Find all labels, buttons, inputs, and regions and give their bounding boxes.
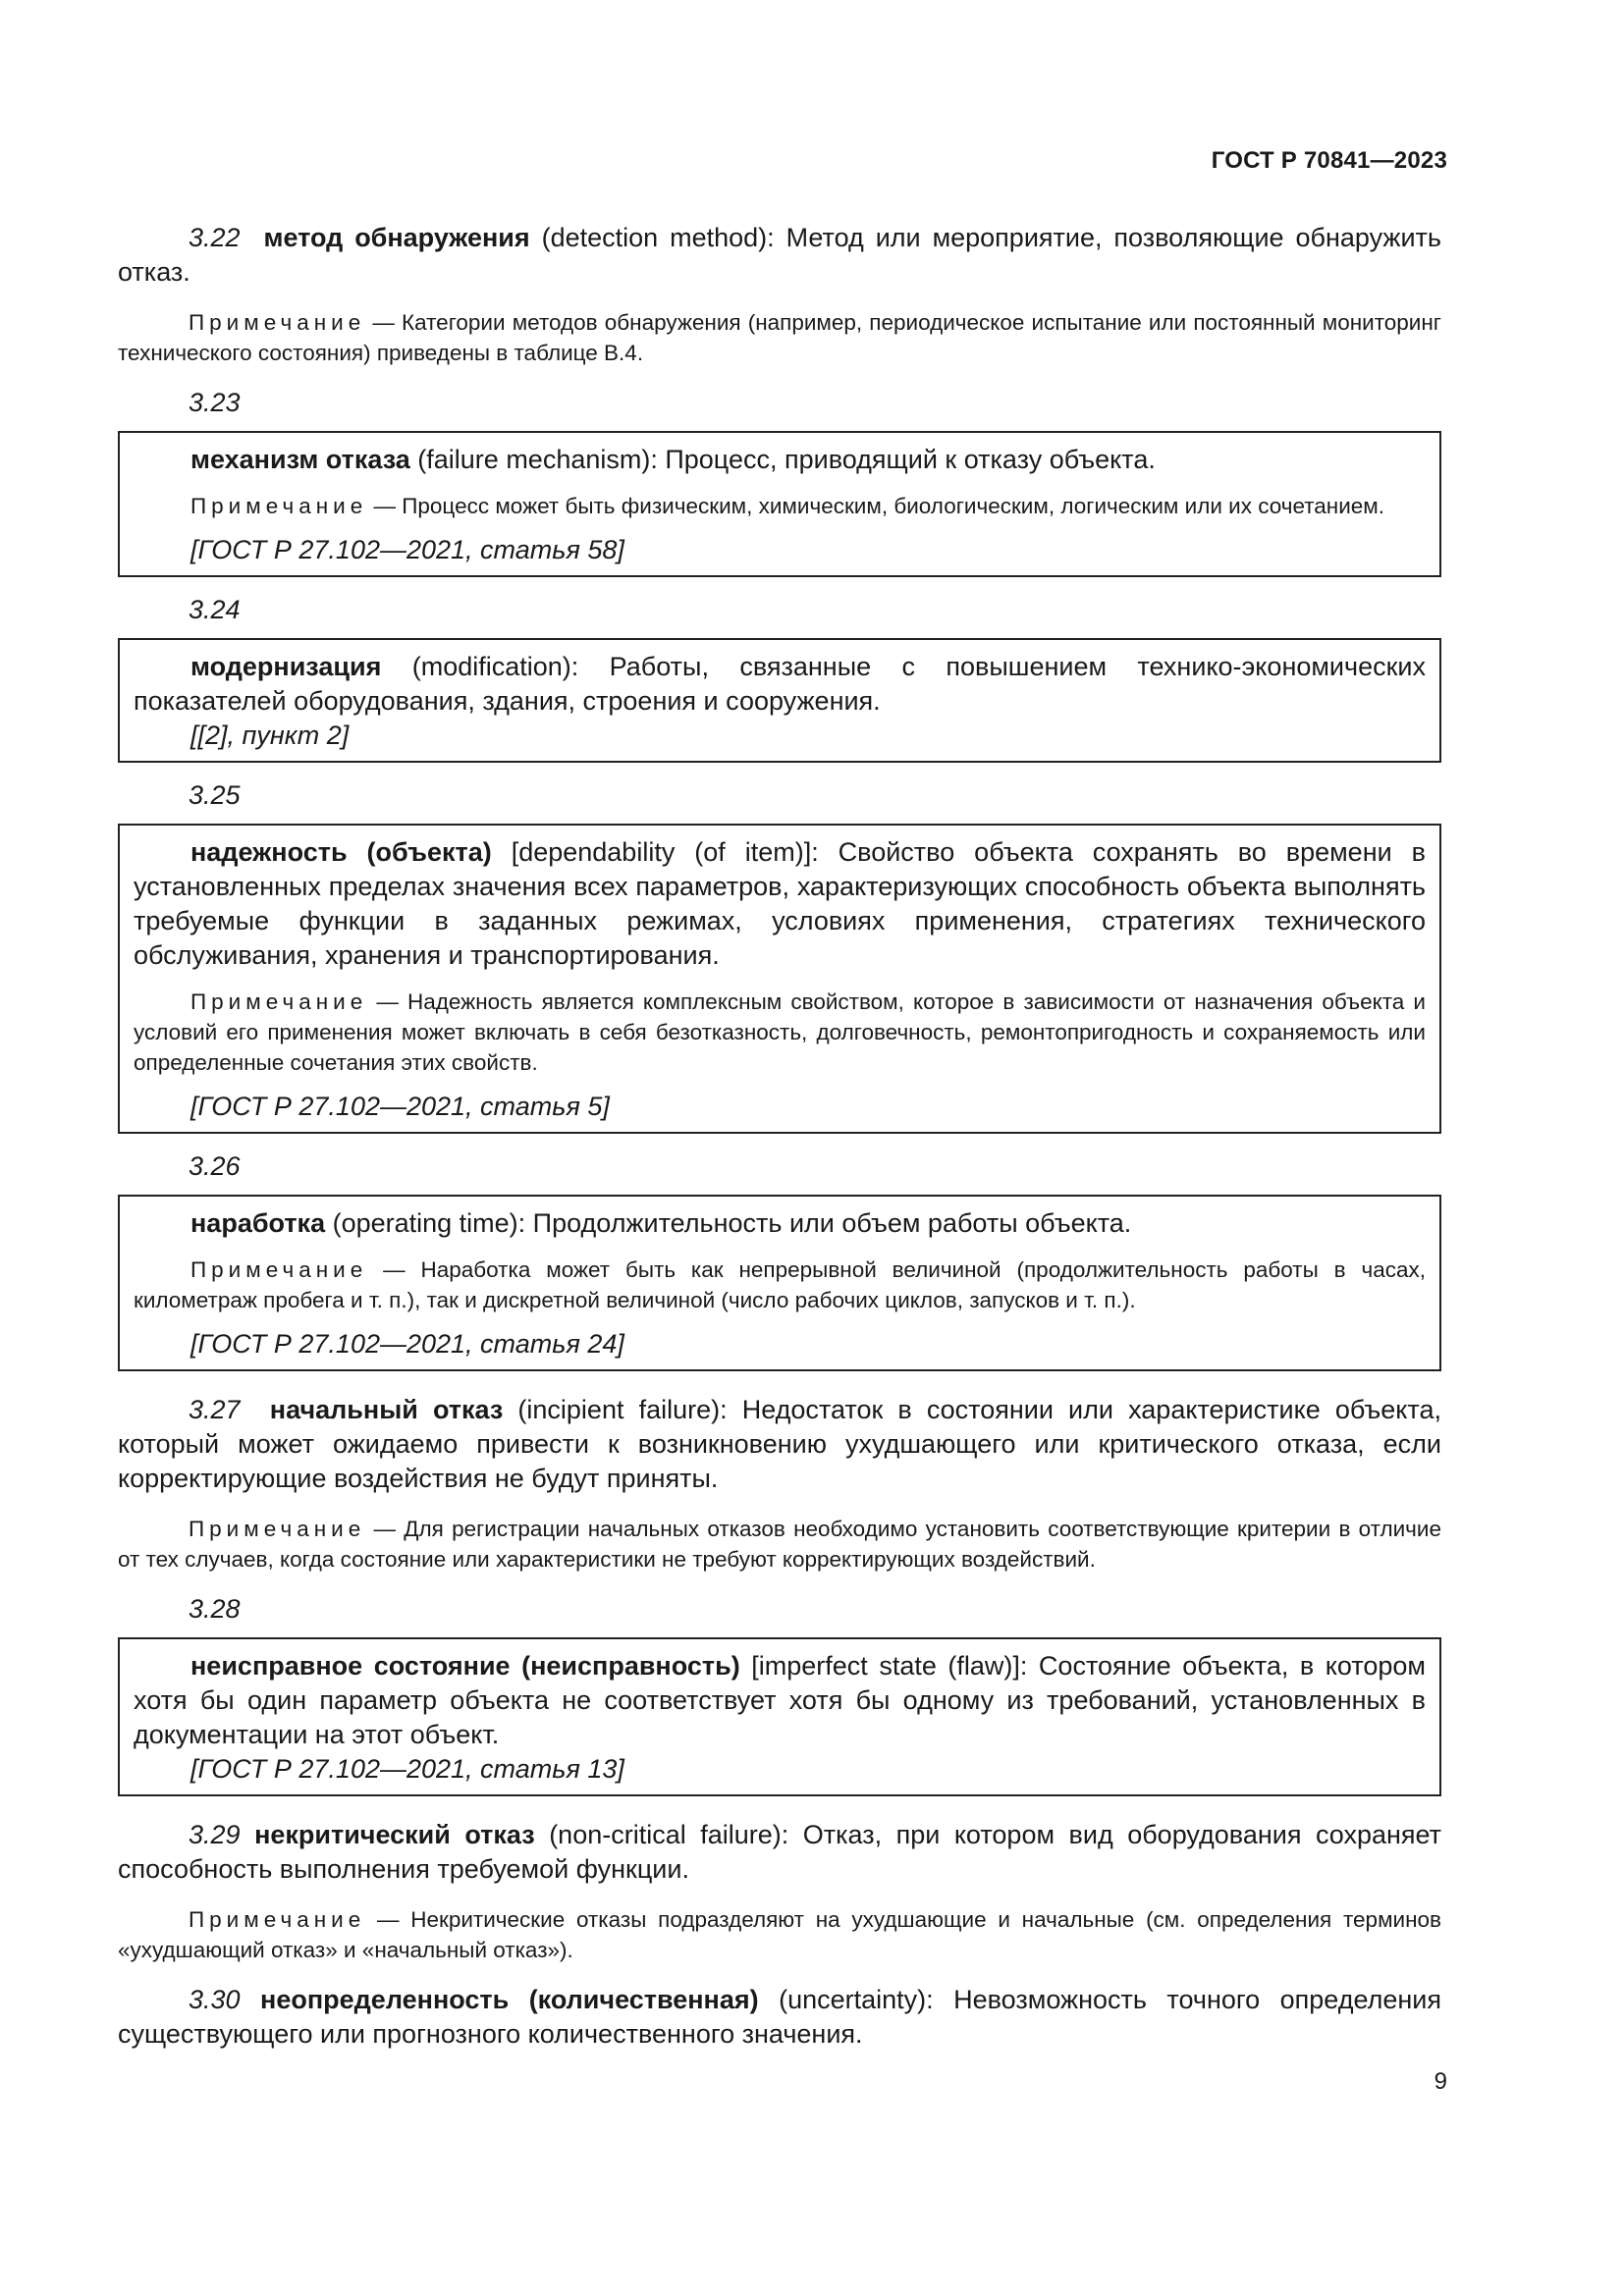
document-header: ГОСТ Р 70841—2023 (1211, 147, 1447, 174)
page-number: 9 (1434, 2068, 1447, 2095)
entry-number-3-24: 3.24 (189, 595, 241, 624)
entry-number: 3.22 (189, 223, 241, 252)
note-text: — Процесс может быть физическим, химическим, биологическим, логическим или их сочетанием. (367, 494, 1385, 518)
entry-number: 3.30 (189, 1985, 241, 2014)
entry-number: 3.27 (189, 1395, 241, 1424)
entry-number-3-28: 3.28 (189, 1594, 241, 1624)
entry-term: механизм отказа (190, 445, 410, 474)
entry-definition: (operating time): Продолжительность или объем работы объекта. (325, 1208, 1132, 1238)
note-text: — Для регистрации начальных отказов необходимо установить соответствующие критерии в отличие от тех случаев, когда состояние или характеристики не требуют корректирующих воздействий. (118, 1517, 1441, 1572)
entry-definition: [dependability (of item)]: Свойство объекта сохранять во времени в установленных пределах значения всех параметров, характеризующих способность объекта выполнять требуемые функции в заданных режимах, условиях применения, стратегиях технического обслуживания, хранения и транспортирования. (134, 837, 1426, 970)
entry-source: [[2], пункт 2] (190, 721, 350, 750)
entry-definition: (failure mechanism): Процесс, приводящий к отказу объекта. (409, 445, 1156, 474)
entry-box-3-25 (118, 824, 1441, 1134)
note-label: Примечание (189, 310, 366, 335)
entry-3-23-note (134, 491, 1426, 521)
entry-3-27 (118, 1393, 1441, 1496)
entry-definition: (uncertainty): Невозможность точного определения существующего или прогнозного количественного значения. (118, 1985, 1441, 2049)
entry-term: наработка (190, 1208, 326, 1238)
entry-box-3-23 (118, 431, 1441, 577)
entry-definition: (incipient failure): Недостаток в состоянии или характеристике объекта, который может ожидаемо привести к возникновению ухудшающего или критического отказа, если корректирующие воздействия не будут приняты. (118, 1395, 1441, 1493)
entry-source: [ГОСТ Р 27.102—2021, статья 58] (190, 535, 624, 564)
entry-3-22 (118, 221, 1441, 290)
entry-3-28 (134, 1649, 1426, 1752)
note-text: — Некритические отказы подразделяют на ухудшающие и начальные (см. определения терминов «ухудшающий отказ» и «начальный отказ»). (118, 1907, 1441, 1962)
page-content (118, 221, 1441, 2069)
entry-definition: (modification): Работы, связанные с повышением технико-экономических показателей оборудования, здания, строения и сооружения. (134, 652, 1426, 716)
entry-term: надежность (объекта) (190, 837, 492, 867)
entry-definition: [imperfect state (flaw)]: Состояние объекта, в котором хотя бы один параметр объекта не соответствует хотя бы одному из требований, установленных в документации на этот объект. (134, 1651, 1426, 1749)
entry-3-22-note (118, 307, 1441, 368)
entry-term: неопределенность (количественная) (260, 1985, 759, 2014)
entry-source: [ГОСТ Р 27.102—2021, статья 24] (190, 1329, 624, 1359)
note-text: — Наработка может быть как непрерывной величиной (продолжительность работы в часах, километраж пробега и т. п.), так и дискретной величиной (число рабочих циклов, запусков и т. п.). (134, 1257, 1426, 1312)
note-text: — Надежность является комплексным свойством, которое в зависимости от назначения объекта и условий его применения может включать в себя безотказность, долговечность, ремонтопригодность и сохраняемость или определенные сочетания этих свойств. (134, 989, 1426, 1075)
entry-source: [ГОСТ Р 27.102—2021, статья 5] (190, 1092, 610, 1121)
entry-3-24 (134, 650, 1426, 719)
entry-term: некритический отказ (254, 1820, 535, 1849)
entry-3-29-note (118, 1904, 1441, 1965)
entry-box-3-28 (118, 1637, 1441, 1796)
note-label: Примечание (190, 989, 368, 1014)
entry-3-26 (134, 1206, 1426, 1241)
entry-term: метод обнаружения (263, 223, 530, 252)
note-label: Примечание (189, 1517, 366, 1541)
entry-3-30 (118, 1983, 1441, 2052)
entry-term: начальный отказ (269, 1395, 504, 1424)
note-label: Примечание (190, 494, 368, 518)
entry-term: неисправное состояние (неисправность) (190, 1651, 740, 1681)
entry-number-3-26: 3.26 (189, 1151, 241, 1181)
entry-definition: (non-critical failure): Отказ, при котором вид оборудования сохраняет способность выполнения требуемой функции. (118, 1820, 1442, 1884)
entry-box-3-26 (118, 1195, 1441, 1371)
entry-3-29 (118, 1818, 1441, 1887)
entry-definition: (detection method): Метод или мероприятие, позволяющие обнаружить отказ. (118, 223, 1441, 287)
entry-3-25 (134, 835, 1426, 973)
entry-3-25-note (134, 987, 1426, 1078)
note-label: Примечание (190, 1257, 368, 1282)
entry-3-27-note (118, 1514, 1441, 1575)
entry-term: модернизация (190, 652, 382, 681)
entry-3-26-note (134, 1255, 1426, 1315)
entry-source: [ГОСТ Р 27.102—2021, статья 13] (190, 1754, 624, 1784)
entry-number-3-25: 3.25 (189, 780, 241, 810)
entry-3-23 (134, 443, 1426, 477)
entry-box-3-24 (118, 638, 1441, 763)
entry-number: 3.29 (189, 1820, 241, 1849)
note-text: — Категории методов обнаружения (например, периодическое испытание или постоянный мониторинг технического состояния) приведены в таблице В.4. (118, 310, 1441, 365)
note-label: Примечание (189, 1907, 366, 1932)
entry-number-3-23: 3.23 (189, 388, 241, 417)
